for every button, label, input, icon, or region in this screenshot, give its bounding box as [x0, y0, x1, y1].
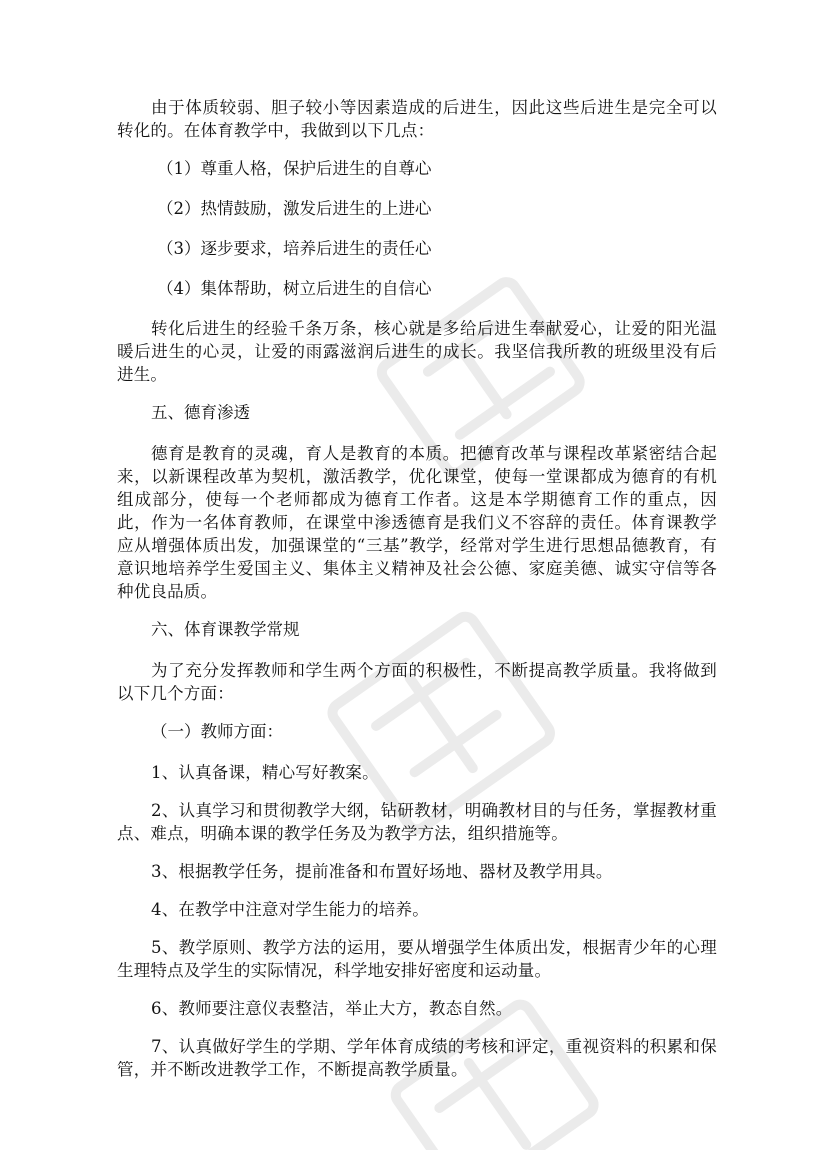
list-item-teacher-7: 7、认真做好学生的学期、学年体育成绩的考核和评定，重视资料的积累和保管，并不断改进教学工作，不断提高教学质量。: [117, 1037, 717, 1079]
list-item-3: （3）逐步要求，培养后进生的责任心: [157, 239, 432, 258]
section-heading-moral-education: 五、德育渗透: [151, 403, 250, 422]
list-item-teacher-1: 1、认真备课，精心写好教案。: [151, 763, 379, 782]
list-item-1: （1）尊重人格，保护后进生的自尊心: [157, 159, 432, 178]
document-body: [117, 96, 717, 1096]
list-item-4: （4）集体帮助，树立后进生的自信心: [157, 279, 432, 298]
paragraph-intro: 由于体质较弱、胆子较小等因素造成的后进生，因此这些后进生是完全可以转化的。在体育教学中，我做到以下几点：: [117, 98, 717, 140]
paragraph-teaching-routine-intro: 为了充分发挥教师和学生两个方面的积极性，不断提高教学质量。我将做到以下几个方面：: [117, 661, 717, 703]
list-item-teacher-3: 3、根据教学任务，提前准备和布置好场地、器材及教学用具。: [151, 862, 613, 881]
paragraph-moral-education: 德育是教育的灵魂，育人是教育的本质。把德育改革与课程改革紧密结合起来，以新课程改革为契机，激活教学，优化课堂，使每一堂课都成为德育的有机组成部分，使每一个老师都成为德育工作者。这是本学期德育工作的重点，因此，作为一名体育教师，在课堂中渗透德育是我们义不容辞的责任。体育课教学应从增强体质出发，加强课堂的“三基”教学，经常对学生进行思想品德教育，有意识地培养学生爱国主义、集体主义精神及社会公德、家庭美德、诚实守信等各种优良品质。: [117, 444, 717, 601]
list-item-teacher-5: 5、教学原则、教学方法的运用，要从增强学生体质出发，根据青少年的心理生理特点及学生的实际情况，科学地安排好密度和运动量。: [117, 938, 717, 980]
list-item-teacher-2: 2、认真学习和贯彻教学大纲，钻研教材，明确教材目的与任务，掌握教材重点、难点，明确本课的教学任务及为教学方法，组织措施等。: [117, 801, 717, 843]
list-item-2: （2）热情鼓励，激发后进生的上进心: [157, 199, 432, 218]
list-item-teacher-6: 6、教师要注意仪表整洁，举止大方，教态自然。: [151, 999, 513, 1018]
paragraph-conclusion: 转化后进生的经验千条万条，核心就是多给后进生奉献爱心，让爱的阳光温暖后进生的心灵，让爱的雨露滋润后进生的成长。我坚信我所教的班级里没有后进生。: [117, 319, 717, 384]
subsection-heading-teacher: （一）教师方面：: [151, 722, 283, 741]
section-heading-teaching-routine: 六、体育课教学常规: [151, 620, 300, 639]
list-item-teacher-4: 4、在教学中注意对学生能力的培养。: [151, 900, 429, 919]
